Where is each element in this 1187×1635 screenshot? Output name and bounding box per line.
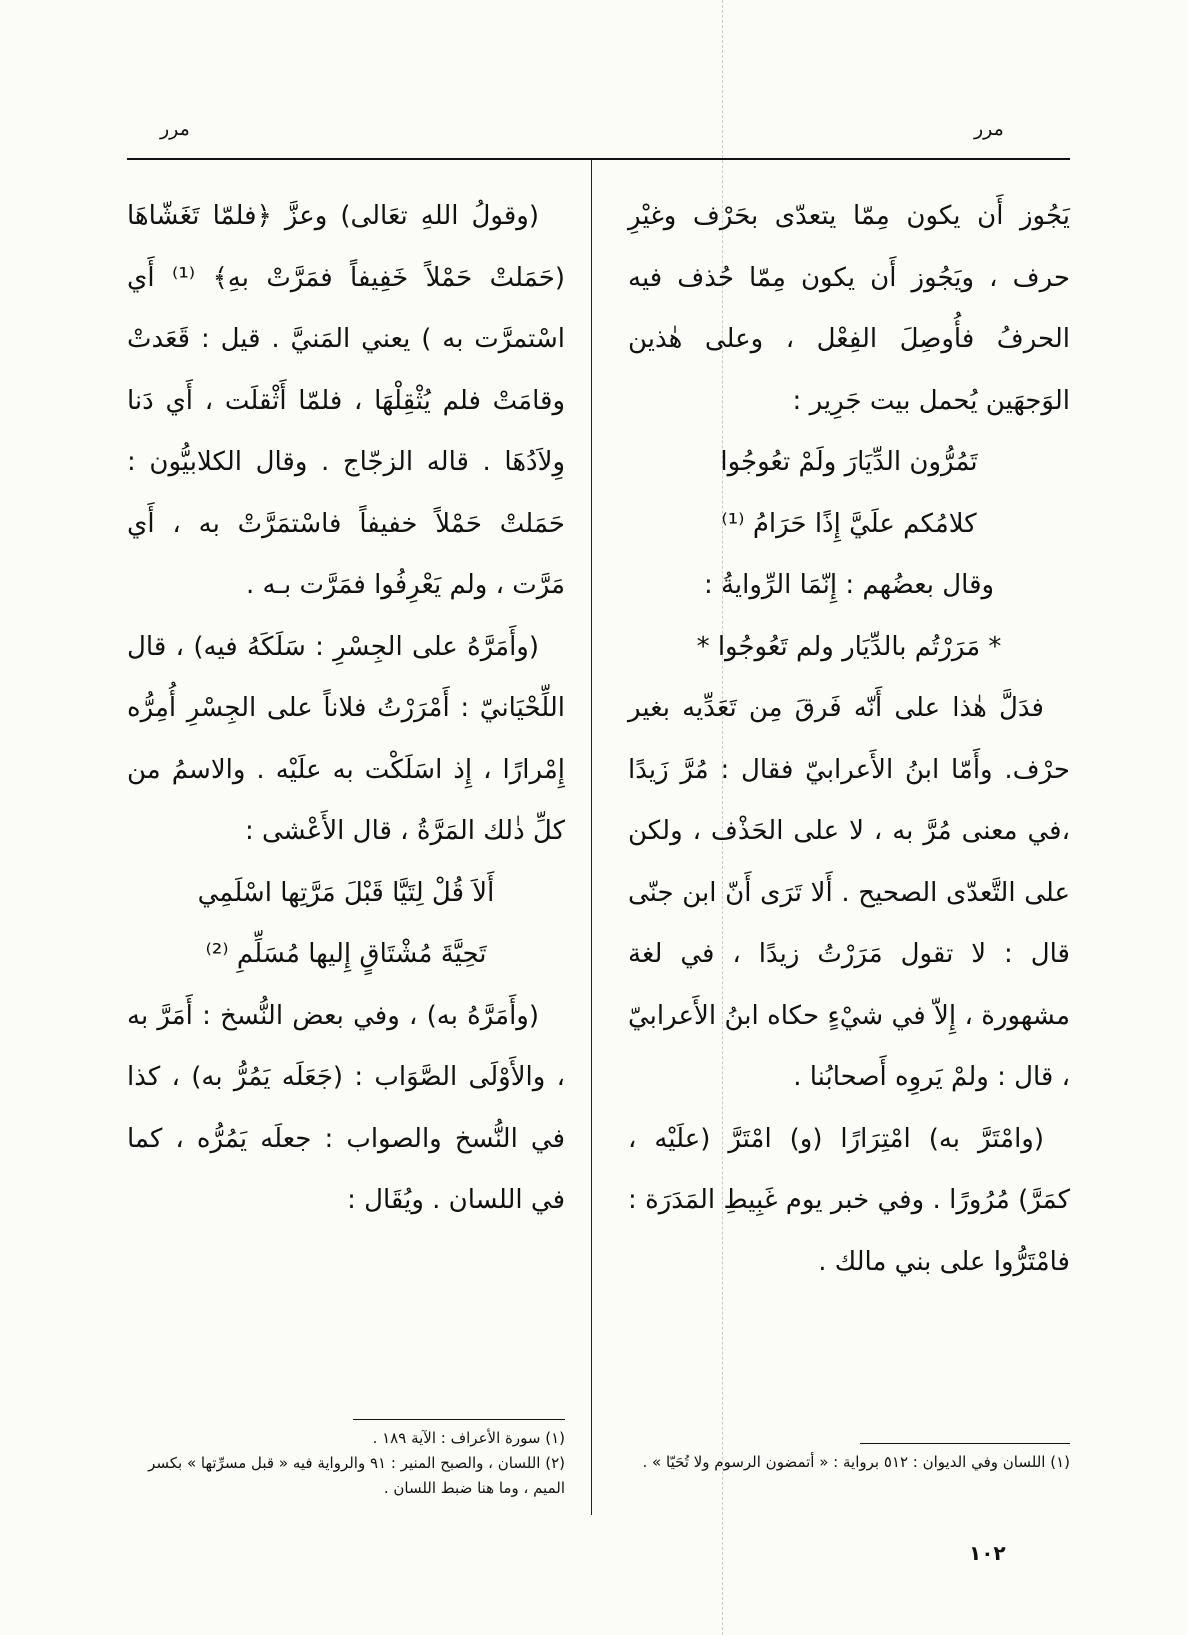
left-verse-line-1: أَلاَ قُلْ لِتَيَّا قَبْلَ مَرَّتِها اسْلَمِي (197, 877, 495, 908)
right-paragraph-1: يَجُوز أَن يكون مِمّا يتعدّى بحَرْف وغيْرِ حرف ، ويَجُوز أَن يكون مِمّا حُذف فيه الحرفُ فأُوصِلَ الفِعْل ، وعلى هٰذين الوَجهَين يُحمل بيت جَرِير : (628, 201, 1070, 416)
footnote-rule-right (860, 1443, 1070, 1444)
right-paragraph-2: وقال بعضُهم : إِنّمَا الرِّوايةُ : (703, 570, 995, 600)
footnote-right-1: (١) اللسان وفي الديوان : ٥١٢ برواية : « أتمضون الرسوم ولا تُحَيّا » . (642, 1453, 1070, 1471)
column-divider (591, 160, 592, 1515)
running-header-right: مرر (974, 118, 1004, 140)
right-paragraph-3: فدَلَّ هٰذا على أَنّه فَرقَ مِن تَعَدِّيه بغير حرْف. وأَمّا ابنُ الأَعرابيّ فقال : مُرَّ زَيدًا ،في معنى مُرَّ به ، لا على الحَذْف ، ولكن على التَّعدّى الصحيح . أَلا تَرَى أَنّ ابن جنّى قال : لا تقول مَرَرْتُ زيدًا ، في لغة مشهورة ، إِلاّ في شيْءٍ حكاه ابنُ الأَعرابيّ ، قال : ولمْ يَروِه أَصحابُنا . (628, 693, 1070, 1092)
page-number: ١٠٢ (969, 1541, 1006, 1565)
footnote-rule-left (353, 1419, 565, 1420)
footnotes-right (628, 1450, 1070, 1475)
footnotes-left (127, 1426, 565, 1501)
left-paragraph-1: (وقولُ اللهِ تعَالى) وعزَّ ﴿فلمّا تَغَشّاهَا (حَمَلتْ حَمْلاً خَفِيفاً فمَرَّتْ بهِ﴾ ⁽¹⁾ أَي اسْتمرَّت به ) يعني المَنيَّ . قيل : قَعَدتْ وقامَتْ فلم يُثْقِلْهَا ، فلمّا أَثْقلَت ، أَي دَنا وِلاَدُهَا . قاله الزجّاج . وقال الكلابيُّون : حَمَلتْ حَمْلاً خفيفاً فاسْتمَرَّتْ به ، أَي مَرَّت ، ولم يَعْرِفُوا فمَرَّت بـه . (127, 201, 565, 600)
header-rule (127, 158, 1070, 160)
running-header-left: مرر (160, 118, 190, 140)
left-paragraph-2: (وأَمَرَّهُ على الجِسْرِ : سَلَكَهُ فيه) ، قال اللِّحْيَانيّ : أَمْرَرْتُ فلاناً على الجِسْرِ أُمِرُّه إِمْرارًا ، إِذ اسَلَكْت به علَيْه . والاسمُ من كلِّ ذٰلك المَرَّةُ ، قال الأَعْشى : (127, 631, 565, 846)
footnote-left-2: (٢) اللسان ، والصبح المنير : ٩١ والرواية فيه « قبل مسرِّتها » بكسر الميم ، وما هنا ضبط اللسان . (148, 1454, 565, 1497)
left-paragraph-3: (وأَمَرَّهُ به) ، وفي بعض النُّسخ : أَمَرَّ به ، والأَوْلَى الصَّوَاب : (جَعَلَه يَمُرُّ به) ، كذا في النُّسخ والصواب : جعلَه يَمُرُّه ، كما في اللسان . ويُقَال : (127, 1000, 565, 1215)
right-verse-line-2: كلامُكم علَيَّ إِذًا حَرَامُ ⁽¹⁾ (721, 508, 977, 539)
left-column (127, 186, 565, 1232)
right-column (628, 186, 1070, 1293)
left-verse-line-2: تَحِيَّةَ مُشْتَاقٍ إِليها مُسَلِّمِ ⁽²⁾ (205, 939, 487, 969)
right-paragraph-4: (وامْتَرَّ به) امْتِرَارًا (و) امْتَرَّ (علَيْه ، كمَرَّ) مُرُورًا . وفي خبر يوم غَبِيطِ المَدَرَة : فامْتَرُّوا على بني مالك . (628, 1123, 1070, 1277)
right-verse-line-3: * مَرَرْتُم بالدِّيَار ولم تَعُوجُوا * (696, 631, 1002, 662)
right-verse-line-1: تَمُرُّون الدِّيَارَ ولَمْ تعُوجُوا (720, 447, 978, 477)
footnote-left-1: (١) سورة الأعراف : الآية ١٨٩ . (372, 1429, 565, 1447)
